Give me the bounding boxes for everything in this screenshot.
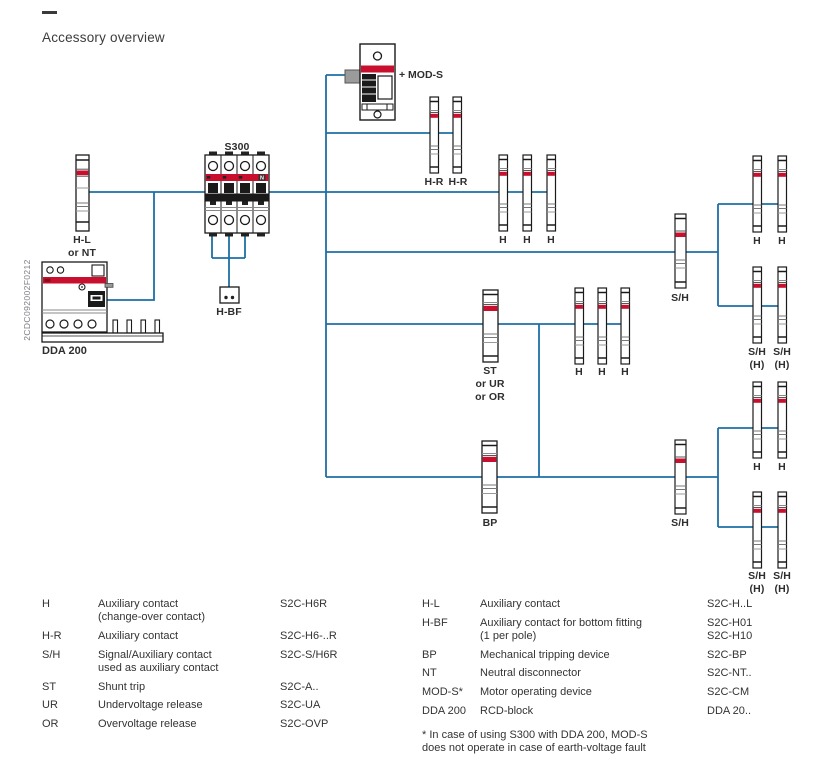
label-h-tr-1: H	[753, 235, 761, 247]
h-bf-device	[220, 287, 239, 303]
label-h-bf: H-BF	[216, 306, 242, 318]
module-h-g1-1	[499, 155, 508, 231]
label-shh-tr-2: S/H	[773, 346, 791, 358]
label-mod-s: + MOD-S	[399, 69, 444, 81]
label-or-nt: or NT	[68, 247, 96, 259]
module-shh-tr-2	[778, 267, 787, 343]
label-sh-top: S/H	[671, 292, 689, 304]
label-h-g1-3: H	[547, 234, 555, 246]
legend-row: DDA 200 RCD-block DDA 20..	[422, 704, 752, 717]
label-shh-br-1: S/H	[748, 570, 766, 582]
module-h-br-2	[778, 382, 787, 458]
label-or-ur: or UR	[475, 378, 505, 390]
legend-row: H-R Auxiliary contact S2C-H6-..R	[42, 629, 337, 642]
module-sh-bottom	[675, 440, 686, 514]
module-h-g1-2	[523, 155, 532, 231]
legend-row: NT Neutral disconnector S2C-NT..	[422, 667, 752, 680]
label-st: ST	[483, 365, 497, 377]
module-shh-tr-1	[753, 267, 762, 343]
label-h-g1-1: H	[499, 234, 507, 246]
page-title: Accessory overview	[42, 30, 165, 45]
module-bp	[482, 441, 497, 513]
module-h-br-1	[753, 382, 762, 458]
module-shh-br-2	[778, 492, 787, 568]
module-h-g2-1	[575, 288, 584, 364]
legend-right	[422, 598, 806, 755]
legend-row: OR Overvoltage release S2C-OVP	[42, 717, 329, 730]
label-h-g2-1: H	[575, 366, 583, 378]
label-shh-br-2: S/H	[773, 570, 791, 582]
label-h-g2-2: H	[598, 366, 606, 378]
mod-s-device	[345, 44, 395, 120]
module-h-g1-3	[547, 155, 556, 231]
label-h-br-1: H	[753, 461, 761, 473]
module-h-l	[76, 155, 89, 231]
module-h-r-1	[430, 97, 439, 173]
legend-row: H-BF Auxiliary contact for bottom fitting (1 per pole) S2C-H01 S2C-H10	[422, 616, 753, 642]
module-st-ur-or	[483, 290, 498, 362]
module-h-g2-3	[621, 288, 630, 364]
module-h-r-2	[453, 97, 462, 173]
legend-row: UR Undervoltage release S2C-UA	[42, 699, 321, 712]
label-sh-bottom: S/H	[671, 517, 689, 529]
legend-row: ST Shunt trip S2C-A..	[42, 680, 319, 693]
module-h-tr-2	[778, 156, 787, 232]
legend-row: H-L Auxiliary contact S2C-H..L	[422, 598, 753, 610]
document-code-vertical: 2CDC092002F0212	[22, 259, 32, 341]
label-shh-tr-2b: (H)	[774, 359, 790, 371]
neutral-pole-marking: N	[260, 175, 264, 182]
legend-row: H Auxiliary contact (change-over contact) S2C-H6R	[42, 598, 328, 624]
label-h-r-2: H-R	[448, 176, 468, 188]
label-h-g1-2: H	[523, 234, 531, 246]
module-shh-br-1	[753, 492, 762, 568]
module-h-tr-1	[753, 156, 762, 232]
label-h-br-2: H	[778, 461, 786, 473]
footnote: * In case of using S300 with DDA 200, MOD-S does not operate in case of earth-voltage fault	[422, 728, 648, 755]
module-sh-top	[675, 214, 686, 288]
legend-row: S/H Signal/Auxiliary contact used as auxiliary contact S2C-S/H6R	[42, 648, 338, 674]
label-dda-200: DDA 200	[42, 345, 87, 357]
dda-200-device	[42, 262, 163, 342]
label-h-g2-3: H	[621, 366, 629, 378]
label-or-or: or OR	[475, 391, 505, 403]
label-h-tr-2: H	[778, 235, 786, 247]
s300-breaker	[205, 152, 269, 237]
label-h-r-1: H-R	[424, 176, 444, 188]
label-shh-br-2b: (H)	[774, 583, 790, 595]
label-shh-tr-1b: (H)	[749, 359, 765, 371]
legend-left	[42, 598, 412, 737]
label-shh-tr-1: S/H	[748, 346, 766, 358]
label-shh-br-1b: (H)	[749, 583, 765, 595]
module-h-g2-2	[598, 288, 607, 364]
legend-row: MOD-S* Motor operating device S2C-CM	[422, 686, 750, 699]
label-bp: BP	[482, 517, 498, 529]
legend-row: BP Mechanical tripping device S2C-BP	[422, 648, 747, 661]
label-s300: S300	[224, 141, 250, 153]
label-h-l: H-L	[73, 234, 91, 246]
